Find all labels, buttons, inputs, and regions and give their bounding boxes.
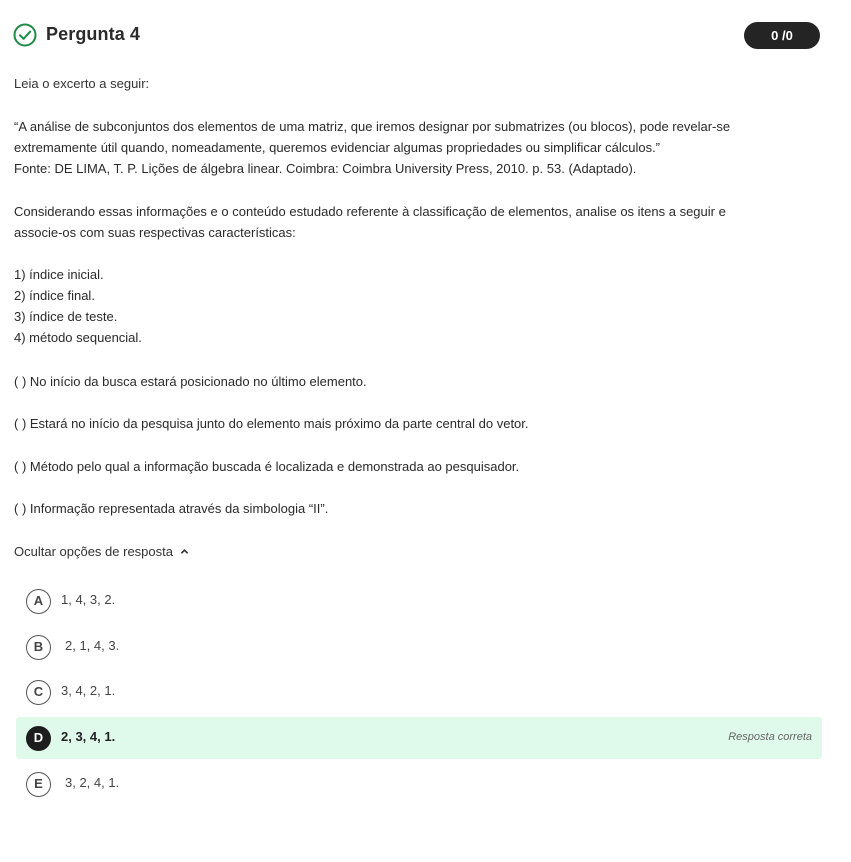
hide-options-toggle[interactable] bbox=[14, 544, 189, 559]
option-text: 2, 3, 4, 1. bbox=[61, 729, 116, 744]
question-title: Pergunta 4 bbox=[46, 24, 141, 44]
check-circle-icon bbox=[13, 23, 37, 47]
option-text: 2, 1, 4, 3. bbox=[65, 638, 120, 653]
option-letter-badge: A bbox=[26, 589, 51, 614]
statement-3: ( ) Método pelo qual a informação buscada é localizada e demonstrada ao pesquisador. bbox=[14, 459, 520, 474]
statement-2: ( ) Estará no início da pesquisa junto do elemento mais próximo da parte central do vetor. bbox=[14, 416, 529, 431]
option-text: 1, 4, 3, 2. bbox=[61, 592, 116, 607]
instruction-line-2: associe-os com suas respectivas características: bbox=[14, 225, 296, 240]
option-letter-badge: C bbox=[26, 680, 51, 705]
statement-1: ( ) No início da busca estará posicionado no último elemento. bbox=[14, 374, 367, 389]
item-1: 1) índice inicial. bbox=[14, 267, 104, 282]
correct-answer-label: Resposta correta bbox=[728, 731, 812, 743]
option-text: 3, 4, 2, 1. bbox=[61, 683, 116, 698]
item-3: 3) índice de teste. bbox=[14, 309, 118, 324]
instruction-line-1: Considerando essas informações e o conteúdo estudado referente à classificação de elementos, analise os itens a seguir e bbox=[14, 204, 726, 219]
option-letter-badge: B bbox=[26, 635, 51, 660]
source-citation: Fonte: DE LIMA, T. P. Lições de álgebra linear. Coimbra: Coimbra University Press, 2010. p. 53. (Adaptado). bbox=[14, 161, 637, 176]
item-4: 4) método sequencial. bbox=[14, 330, 142, 345]
quote-line-2: extremamente útil quando, nomeadamente, queremos evidenciar algumas propriedades ou simplificar cálculos.” bbox=[14, 140, 661, 155]
option-letter-badge: E bbox=[26, 772, 51, 797]
chevron-up-icon bbox=[180, 547, 189, 556]
question-header bbox=[13, 22, 820, 50]
intro-text: Leia o excerto a seguir: bbox=[14, 76, 150, 91]
option-b[interactable] bbox=[16, 626, 822, 668]
quote-line-1: “A análise de subconjuntos dos elementos de uma matriz, que iremos designar por submatrizes (ou blocos), pode revelar-se bbox=[14, 119, 731, 134]
item-2: 2) índice final. bbox=[14, 288, 95, 303]
score-badge: 0 /0 bbox=[744, 22, 820, 49]
option-e[interactable] bbox=[16, 763, 822, 805]
option-d-correct[interactable] bbox=[16, 717, 822, 759]
option-c[interactable] bbox=[16, 671, 822, 713]
option-a[interactable] bbox=[16, 580, 822, 622]
statement-4: ( ) Informação representada através da simbologia “II”. bbox=[14, 501, 329, 516]
option-letter-badge: D bbox=[26, 726, 51, 751]
toggle-label: Ocultar opções de resposta bbox=[14, 544, 173, 559]
option-text: 3, 2, 4, 1. bbox=[65, 775, 120, 790]
